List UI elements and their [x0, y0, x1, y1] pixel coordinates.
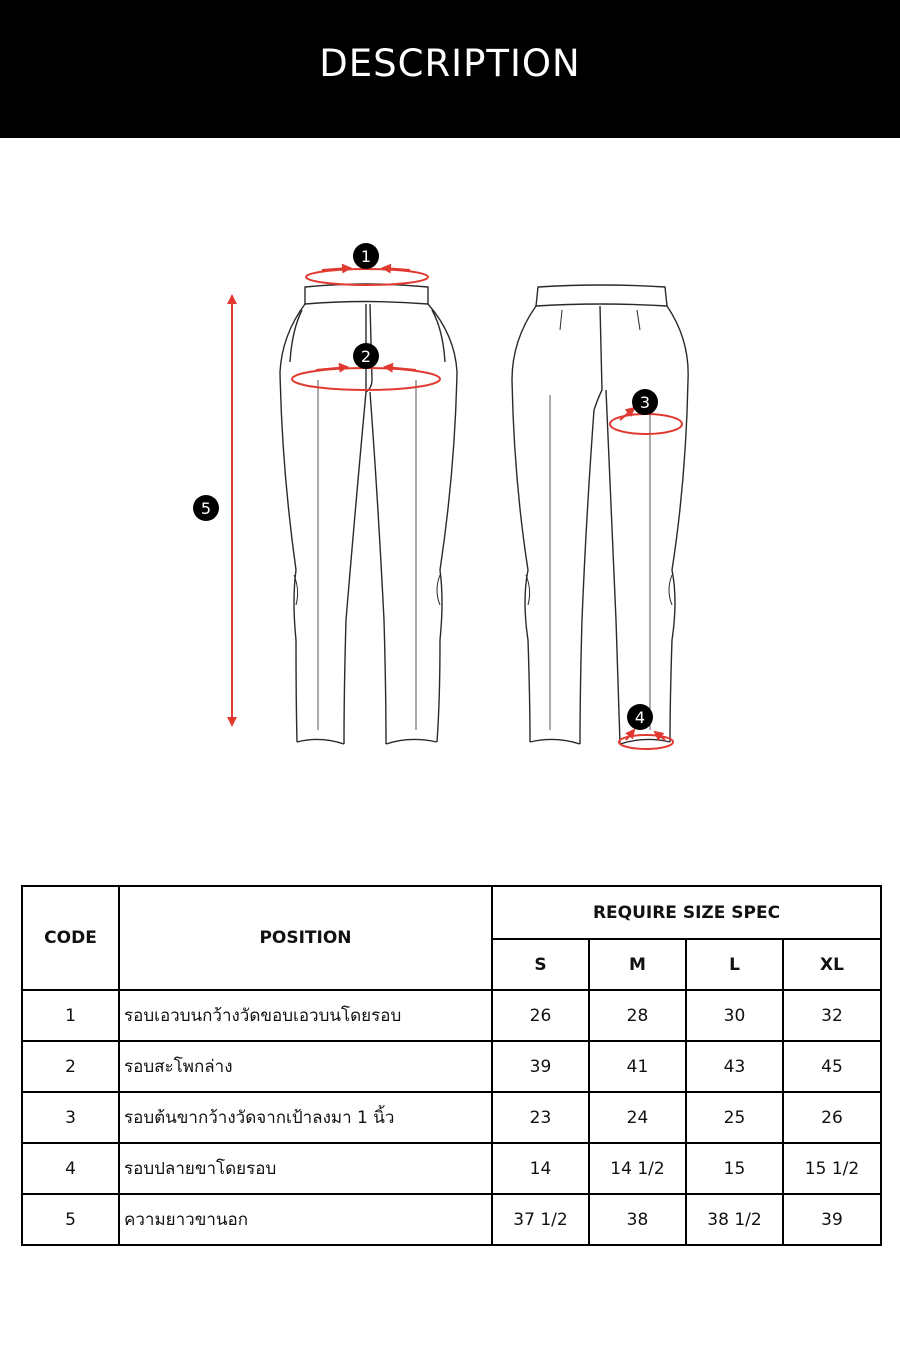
svg-text:2: 2 — [360, 347, 372, 366]
svg-text:4: 4 — [634, 708, 646, 727]
row-code: 3 — [22, 1092, 119, 1143]
row-position: รอบปลายขาโดยรอบ — [119, 1143, 492, 1194]
size-spec-table — [21, 885, 882, 1246]
table-row — [22, 1143, 881, 1194]
page-title: DESCRIPTION — [319, 41, 581, 85]
page-header — [0, 0, 900, 138]
table-row — [22, 1194, 881, 1245]
marker-2-icon — [353, 343, 379, 369]
row-value-xl: 39 — [783, 1194, 881, 1245]
code-header: CODE — [22, 886, 119, 990]
row-value-l: 43 — [686, 1041, 783, 1092]
row-code: 1 — [22, 990, 119, 1041]
row-value-m: 41 — [589, 1041, 686, 1092]
row-code: 4 — [22, 1143, 119, 1194]
size-xl-header: XL — [783, 939, 881, 990]
row-position: รอบต้นขากว้างวัดจากเป้าลงมา 1 นิ้ว — [119, 1092, 492, 1143]
row-value-s: 23 — [492, 1092, 589, 1143]
row-value-m: 38 — [589, 1194, 686, 1245]
row-value-s: 14 — [492, 1143, 589, 1194]
table-header-row — [22, 886, 881, 939]
marker-5-icon — [193, 495, 219, 521]
table-row — [22, 1092, 881, 1143]
table-row — [22, 1041, 881, 1092]
trousers-measurement-diagram — [0, 200, 900, 800]
back-view-trousers — [512, 285, 688, 744]
waist-measure — [306, 268, 428, 285]
marker-4-icon — [627, 704, 653, 730]
marker-3-icon — [632, 389, 658, 415]
size-m-header: M — [589, 939, 686, 990]
row-position: ความยาวขานอก — [119, 1194, 492, 1245]
row-value-m: 28 — [589, 990, 686, 1041]
size-l-header: L — [686, 939, 783, 990]
svg-text:5: 5 — [200, 499, 212, 518]
svg-text:1: 1 — [360, 247, 372, 266]
svg-text:3: 3 — [639, 393, 651, 412]
row-value-s: 37 1/2 — [492, 1194, 589, 1245]
row-value-s: 39 — [492, 1041, 589, 1092]
row-value-l: 30 — [686, 990, 783, 1041]
row-position: รอบสะโพกล่าง — [119, 1041, 492, 1092]
row-value-l: 38 1/2 — [686, 1194, 783, 1245]
row-code: 2 — [22, 1041, 119, 1092]
row-value-xl: 32 — [783, 990, 881, 1041]
position-header: POSITION — [119, 886, 492, 990]
size-s-header: S — [492, 939, 589, 990]
size-spec-header: REQUIRE SIZE SPEC — [492, 886, 881, 939]
row-value-m: 14 1/2 — [589, 1143, 686, 1194]
row-value-m: 24 — [589, 1092, 686, 1143]
row-value-xl: 26 — [783, 1092, 881, 1143]
marker-1-icon — [353, 243, 379, 269]
row-value-l: 25 — [686, 1092, 783, 1143]
table-row — [22, 990, 881, 1041]
row-code: 5 — [22, 1194, 119, 1245]
row-value-l: 15 — [686, 1143, 783, 1194]
row-value-xl: 15 1/2 — [783, 1143, 881, 1194]
row-position: รอบเอวบนกว้างวัดขอบเอวบนโดยรอบ — [119, 990, 492, 1041]
row-value-xl: 45 — [783, 1041, 881, 1092]
row-value-s: 26 — [492, 990, 589, 1041]
